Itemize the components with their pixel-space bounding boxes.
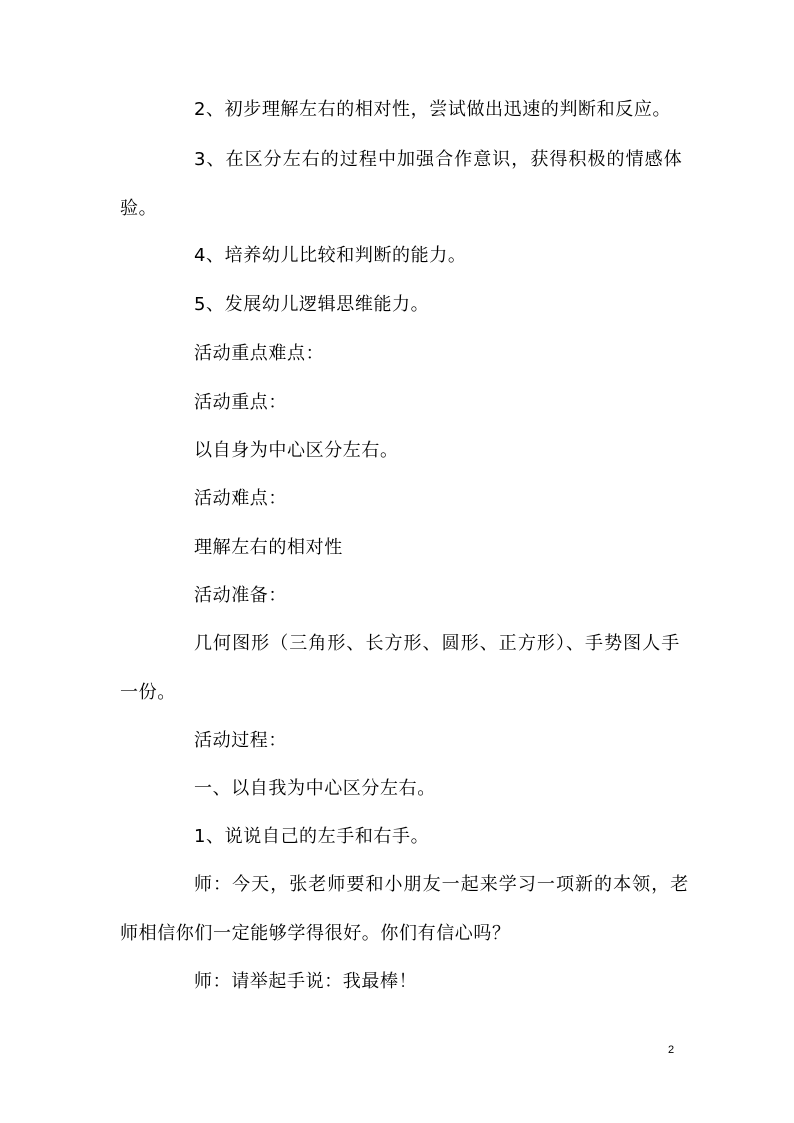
paragraph-objective-3-line-2: 验。 — [120, 198, 158, 219]
paragraph-difficulty-text: 理解左右的相对性 — [194, 537, 343, 558]
paragraph-teacher-instruction: 师：请举起手说：我最棒！ — [194, 971, 418, 992]
step-subheading-1: 1、说说自己的左手和右手。 — [194, 826, 430, 847]
section-heading-key-points: 活动重点难点： — [194, 343, 325, 364]
subheading-focus: 活动重点： — [194, 392, 287, 413]
paragraph-focus-text: 以自身为中心区分左右。 — [194, 440, 399, 461]
paragraph-teacher-line-1: 师：今天，张老师要和小朋友一起来学习一项新的本领，老 — [194, 874, 690, 895]
step-heading-1: 一、以自我为中心区分左右。 — [194, 778, 436, 799]
paragraph-objective-2: 2、初步理解左右的相对性，尝试做出迅速的判断和反应。 — [194, 99, 672, 120]
paragraph-teacher-line-2: 师相信你们一定能够学得很好。你们有信心吗？ — [120, 923, 511, 944]
paragraph-preparation-line-2: 一份。 — [120, 682, 176, 703]
subheading-difficulty: 活动难点： — [194, 488, 287, 509]
paragraph-preparation-line-1: 几何图形（三角形、长方形、圆形、正方形）、手势图人手 — [194, 633, 681, 654]
section-heading-preparation: 活动准备： — [194, 585, 287, 606]
paragraph-objective-5: 5、发展幼儿逻辑思维能力。 — [194, 294, 430, 315]
paragraph-objective-3-line-1: 3、在区分左右的过程中加强合作意识，获得积极的情感体 — [194, 149, 683, 170]
paragraph-objective-4: 4、培养幼儿比较和判断的能力。 — [194, 245, 467, 266]
page-number: 2 — [668, 1044, 675, 1056]
section-heading-process: 活动过程： — [194, 730, 287, 751]
